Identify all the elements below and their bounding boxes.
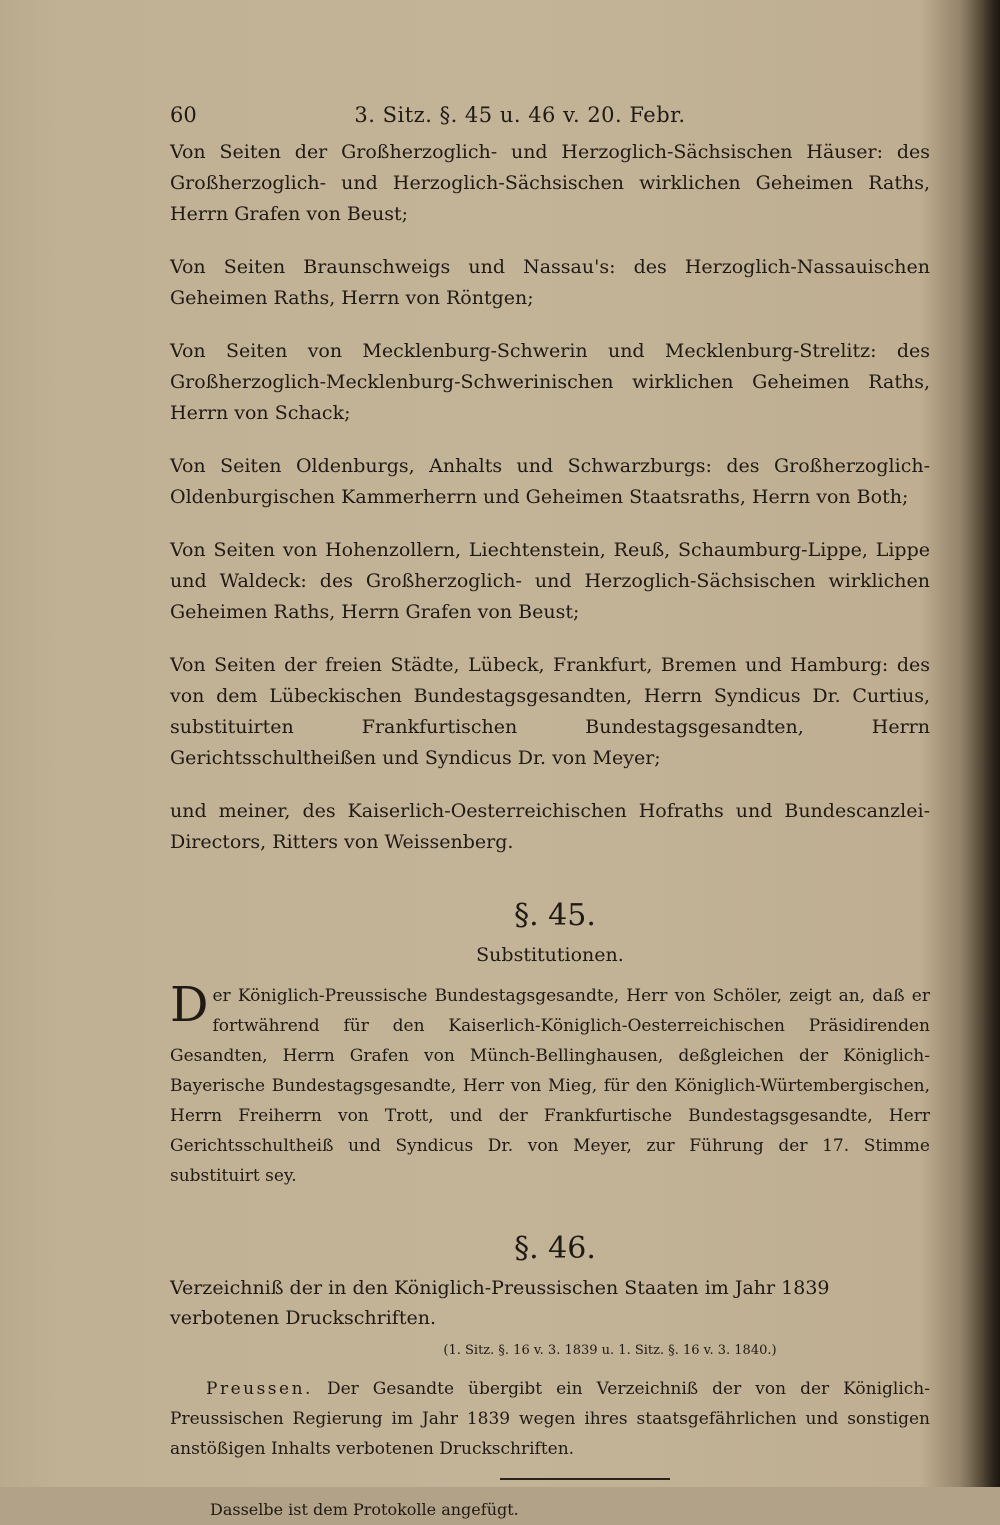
- paragraph-brunswick-nassau: Von Seiten Braunschweigs und Nassau's: des Herzoglich-Nassauischen Geheimen Raths, Herrn von Röntgen;: [170, 256, 930, 309]
- section-46-title: Verzeichniß der in den Königlich-Preussischen Staaten im Jahr 1839 verbotenen Druckschriften.: [170, 1277, 830, 1329]
- section-45-text: er Königlich-Preussische Bundestagsgesandte, Herr von Schöler, zeigt an, daß er fortwährend für den Kaiserlich-Königlich-Oesterreichischen Präsidirenden Gesandten, Herrn Grafen von Münch-Bellinghausen, deßgleichen der Königlich-Bayerische Bundestagsgesandte, Herr von Mieg, für den Königlich-Würtembergischen, Herrn Freiherrn von Trott, und der Frankfurtische Bundestagsgesandte, Herr Gerichtsschultheiß und Syndicus Dr. von Meyer, zur Führung der 17. Stimme substituirt sey.: [170, 986, 930, 1186]
- running-title: 3. Sitz. §. 45 u. 46 v. 20. Febr.: [354, 103, 686, 127]
- section-45-body: [170, 977, 930, 1191]
- paragraph-weissenberg: und meiner, des Kaiserlich-Oesterreichischen Hofraths und Bundescanzlei-Directors, Ritters von Weissenberg.: [170, 800, 930, 853]
- paragraph-saxony: Von Seiten der Großherzoglich- und Herzoglich-Sächsischen Häuser: des Großherzoglich- und Herzoglich-Sächsischen wirklichen Geheimen Raths, Herrn Grafen von Beust;: [170, 141, 930, 225]
- section-45-subheading: Substitutionen.: [476, 944, 624, 966]
- section-46-reference: (1. Sitz. §. 16 v. 3. 1839 u. 1. Sitz. §. 16 v. 3. 1840.): [443, 1343, 777, 1358]
- page-header: [170, 100, 930, 131]
- paragraph-mecklenburg: Von Seiten von Mecklenburg-Schwerin und Mecklenburg-Strelitz: des Großherzoglich-Mecklenburg-Schwerinischen wirklichen Geheimen Raths, Herrn von Schack;: [170, 340, 930, 424]
- closing-note: Dasselbe ist dem Protokolle angefügt.: [210, 1500, 519, 1519]
- section-46-text: Der Gesandte übergibt ein Verzeichniß der von der Königlich-Preussischen Regierung im Jahr 1839 wegen ihres staatsgefährlichen und sonstigen anstößigen Inhalts verbotenen Druckschriften.: [170, 1379, 930, 1459]
- page-edge-shadow: [960, 0, 1000, 1487]
- section-46-heading: §. 46.: [514, 1231, 596, 1266]
- paragraph-hohenzollern: Von Seiten von Hohenzollern, Liechtenstein, Reuß, Schaumburg-Lippe, Lippe und Waldeck: des Großherzoglich- und Herzoglich-Sächsischen wirklichen Geheimen Raths, Herrn Grafen von Beust;: [170, 539, 930, 623]
- section-45-heading: §. 45.: [514, 898, 596, 933]
- paragraph-oldenburg: Von Seiten Oldenburgs, Anhalts und Schwarzburgs: des Großherzoglich-Oldenburgischen Kammerherrn und Geheimen Staatsraths, Herrn von Both;: [170, 455, 930, 508]
- section-46-lead: Preussen.: [206, 1379, 313, 1399]
- drop-cap: D: [170, 977, 209, 1033]
- page-number: 60: [170, 103, 197, 127]
- divider-rule: [500, 1478, 670, 1480]
- section-46-body: [170, 1374, 930, 1464]
- paragraph-free-cities: Von Seiten der freien Städte, Lübeck, Frankfurt, Bremen und Hamburg: des von dem Lübeckischen Bundestagsgesandten, Herrn Syndicus Dr. Curtius, substituirten Frankfurtischen Bundestagsgesandten, Herrn Gerichtsschultheißen und Syndicus Dr. von Meyer;: [170, 654, 930, 769]
- page-content: [170, 100, 930, 1525]
